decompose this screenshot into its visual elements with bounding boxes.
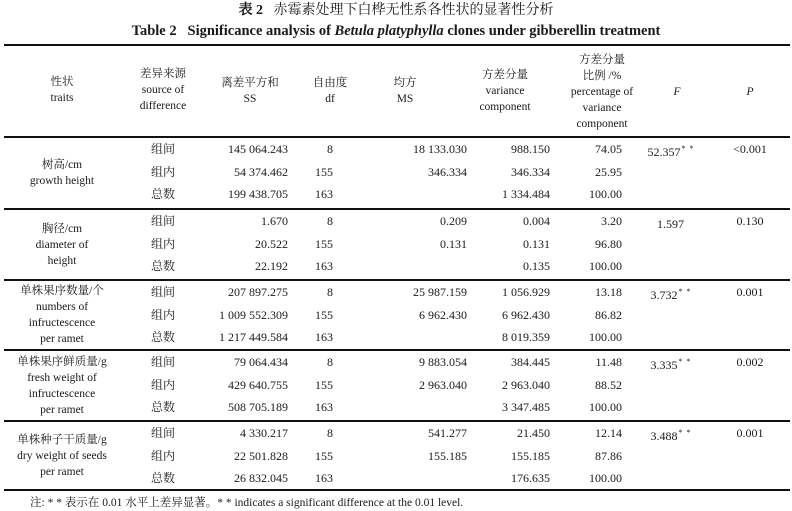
- trait-label: [4, 422, 120, 489]
- cell-ss: 20.522: [255, 237, 288, 251]
- cell-ss: 1 217 449.584: [219, 330, 288, 344]
- species-name: Betula platyphylla: [334, 23, 444, 39]
- cell-pct: 88.52: [595, 378, 622, 392]
- cell-df: 155: [315, 378, 333, 392]
- cell-df: 8: [327, 426, 333, 440]
- trait-label-line: 单株种子干质量/g: [17, 433, 107, 446]
- cell-pct: 96.80: [595, 237, 622, 251]
- bottom-rule: [4, 489, 790, 491]
- table-title-cn: 赤霉素处理下白桦无性系各性状的显著性分析: [273, 3, 554, 18]
- cell-f-value: [628, 426, 714, 443]
- cell-source: 组间: [150, 355, 175, 369]
- cell-pct: 74.05: [595, 142, 622, 156]
- cell-vc: 155.185: [511, 449, 550, 463]
- header-pct-en1: percentage of: [570, 86, 634, 98]
- cell-source: 组内: [150, 165, 175, 179]
- header-traits: [4, 74, 120, 106]
- cell-pct: 100.00: [589, 400, 622, 414]
- cell-source: 组间: [150, 426, 175, 440]
- cell-ss: 207 897.275: [228, 285, 288, 299]
- header-pct-cn1: 方差分量: [579, 54, 625, 66]
- cell-vc: 3 347.485: [502, 400, 550, 414]
- cell-pct: 100.00: [589, 330, 622, 344]
- significance-marker: * *: [678, 428, 692, 437]
- cell-df: 163: [315, 330, 333, 344]
- cell-ss: 4 330.217: [240, 426, 288, 440]
- cell-source: 组内: [150, 449, 175, 463]
- table-title-en-post: clones under gibberellin treatment: [443, 23, 661, 39]
- header-pct-en3: component: [576, 118, 628, 130]
- cell-pct: 3.20: [601, 214, 622, 228]
- cell-vc: 176.635: [511, 471, 550, 485]
- cell-source: 总数: [150, 400, 175, 414]
- trait-label-line: height: [47, 254, 77, 267]
- f-value: 1.597: [657, 217, 684, 231]
- header-source-en1: source of: [141, 84, 185, 96]
- header-source: [128, 66, 198, 114]
- f-value: 3.732: [650, 288, 678, 302]
- cell-source: 总数: [150, 471, 175, 485]
- cell-ms: 0.209: [440, 214, 467, 228]
- top-rule: [4, 44, 790, 46]
- cell-vc: 0.131: [523, 237, 550, 251]
- cell-ms: 6 962.430: [419, 308, 467, 322]
- cell-df: 163: [315, 187, 333, 201]
- cell-vc: 346.334: [511, 165, 550, 179]
- cell-df: 163: [315, 259, 333, 273]
- header-f: F: [673, 86, 681, 98]
- trait-label: [4, 351, 120, 420]
- group-divider: [4, 279, 790, 281]
- cell-df: 155: [315, 449, 333, 463]
- cell-ss: 79 064.434: [234, 355, 288, 369]
- cell-source: 组间: [150, 142, 175, 156]
- group-divider: [4, 208, 790, 210]
- cell-p-value: 0.001: [736, 285, 764, 299]
- cell-df: 155: [315, 237, 333, 251]
- table-caption-cn: [0, 1, 792, 21]
- group-divider: [4, 349, 790, 351]
- f-value: 3.335: [650, 358, 678, 372]
- table-label-cn: 表 2: [238, 3, 263, 18]
- cell-vc: 21.450: [517, 426, 550, 440]
- cell-vc: 2 963.040: [502, 378, 550, 392]
- header-df-en: df: [325, 93, 335, 105]
- cell-ms: 155.185: [428, 449, 467, 463]
- cell-p-value: 0.130: [736, 214, 764, 228]
- cell-df: 8: [327, 355, 333, 369]
- trait-label-line: 胸径/cm: [41, 222, 83, 235]
- cell-pct: 87.86: [595, 449, 622, 463]
- cell-ms: 0.131: [440, 237, 467, 251]
- trait-label: [4, 210, 120, 279]
- trait-label-line: per ramet: [40, 333, 84, 345]
- cell-vc: 8 019.359: [502, 330, 550, 344]
- header-vc-en2: component: [479, 101, 531, 113]
- cell-f-value: [628, 355, 714, 372]
- cell-pct: 12.14: [595, 426, 622, 440]
- trait-label-line: diameter of: [35, 238, 89, 251]
- trait-label-line: per ramet: [40, 403, 84, 416]
- cell-ss: 54 374.462: [234, 165, 288, 179]
- f-value: 3.488: [650, 429, 678, 443]
- cell-df: 8: [327, 214, 333, 228]
- trait-label-line: dry weight of seeds: [17, 449, 107, 462]
- cell-ss: 1.670: [261, 214, 288, 228]
- group-divider: [4, 420, 790, 422]
- cell-vc: 988.150: [511, 142, 550, 156]
- cell-p-value: <0.001: [733, 142, 767, 156]
- trait-label-line: infructescence: [28, 387, 96, 400]
- header-traits-cn: 性状: [50, 76, 74, 88]
- cell-ss: 145 064.243: [228, 142, 288, 156]
- cell-source: 总数: [150, 187, 175, 201]
- f-value: 52.357: [647, 145, 681, 159]
- cell-ss: 22.192: [255, 259, 288, 273]
- header-source-en2: difference: [139, 100, 187, 112]
- cell-f-value: [628, 285, 714, 302]
- table-title-en-pre: Significance analysis of: [187, 23, 335, 39]
- cell-ss: 22 501.828: [234, 449, 288, 463]
- header-vc: [460, 67, 550, 115]
- header-traits-en: traits: [50, 92, 74, 104]
- cell-source: 组间: [150, 285, 175, 299]
- cell-ms: 9 883.054: [419, 355, 467, 369]
- cell-ss: 429 640.755: [228, 378, 288, 392]
- table-footnote: 注: * * 表示在 0.01 水平上差异显著。* * indicates a significant difference at the 0.01 level.: [30, 497, 464, 509]
- cell-df: 155: [315, 165, 333, 179]
- cell-ss: 508 705.189: [228, 400, 288, 414]
- cell-pct: 25.95: [595, 165, 622, 179]
- cell-pct: 100.00: [589, 187, 622, 201]
- header-df-cn: 自由度: [312, 77, 348, 89]
- cell-source: 组内: [150, 237, 175, 251]
- trait-label-line: fresh weight of: [27, 371, 97, 384]
- header-pct-en2: variance: [582, 102, 622, 114]
- cell-df: 155: [315, 308, 333, 322]
- cell-vc: 6 962.430: [502, 308, 550, 322]
- header-ss-cn: 离差平方和: [221, 77, 279, 89]
- cell-vc: 1 334.484: [502, 187, 550, 201]
- cell-pct: 86.82: [595, 308, 622, 322]
- cell-ms: 2 963.040: [419, 378, 467, 392]
- cell-ms: 25 987.159: [413, 285, 467, 299]
- header-p: P: [746, 86, 754, 98]
- header-ms: [385, 75, 425, 107]
- cell-pct: 11.48: [595, 355, 622, 369]
- cell-vc: 384.445: [511, 355, 550, 369]
- cell-source: 组间: [150, 214, 175, 228]
- cell-df: 163: [315, 400, 333, 414]
- header-ms-en: MS: [396, 93, 414, 105]
- significance-marker: * *: [678, 357, 692, 366]
- header-source-cn: 差异来源: [140, 68, 186, 80]
- header-pct: [556, 52, 648, 132]
- trait-label-line: 树高/cm: [41, 159, 83, 171]
- cell-vc: 0.135: [523, 259, 550, 273]
- cell-source: 总数: [150, 259, 175, 273]
- header-pct-cn2: 比例 /%: [582, 70, 622, 82]
- trait-label: [4, 281, 120, 349]
- cell-pct: 13.18: [595, 285, 622, 299]
- trait-label-line: 单株果序数量/个: [20, 285, 104, 297]
- cell-vc: 0.004: [523, 214, 550, 228]
- header-ms-cn: 均方: [393, 77, 417, 89]
- cell-ms: 346.334: [428, 165, 467, 179]
- significance-marker: * *: [681, 144, 695, 153]
- header-vc-cn: 方差分量: [482, 69, 528, 81]
- table-caption-en: [0, 21, 792, 41]
- trait-label-line: 单株果序鲜质量/g: [17, 355, 107, 368]
- cell-df: 163: [315, 471, 333, 485]
- trait-label: [4, 138, 120, 208]
- cell-ms: 18 133.030: [413, 142, 467, 156]
- cell-p-value: 0.002: [736, 355, 764, 369]
- cell-vc: 1 056.929: [502, 285, 550, 299]
- trait-label-line: numbers of: [35, 301, 89, 313]
- header-ss-en: SS: [243, 93, 257, 105]
- cell-source: 组内: [150, 378, 175, 392]
- cell-ss: 1 009 552.309: [219, 308, 288, 322]
- trait-label-line: per ramet: [40, 465, 84, 478]
- header-rule: [4, 136, 790, 138]
- cell-source: 总数: [150, 330, 175, 344]
- header-df: [300, 75, 360, 107]
- cell-f-value: [628, 214, 714, 231]
- significance-marker: * *: [678, 287, 692, 296]
- cell-ss: 26 832.045: [234, 471, 288, 485]
- header-ss: [205, 75, 295, 107]
- cell-df: 8: [327, 142, 333, 156]
- trait-label-line: growth height: [29, 175, 95, 187]
- cell-pct: 100.00: [589, 259, 622, 273]
- cell-ms: 541.277: [428, 426, 467, 440]
- cell-p-value: 0.001: [736, 426, 764, 440]
- header-vc-en1: variance: [485, 85, 525, 97]
- cell-ss: 199 438.705: [228, 187, 288, 201]
- cell-f-value: [628, 142, 714, 159]
- table-label-en: Table 2: [131, 23, 177, 39]
- cell-source: 组内: [150, 308, 175, 322]
- cell-df: 8: [327, 285, 333, 299]
- trait-label-line: infructescence: [28, 317, 96, 329]
- cell-pct: 100.00: [589, 471, 622, 485]
